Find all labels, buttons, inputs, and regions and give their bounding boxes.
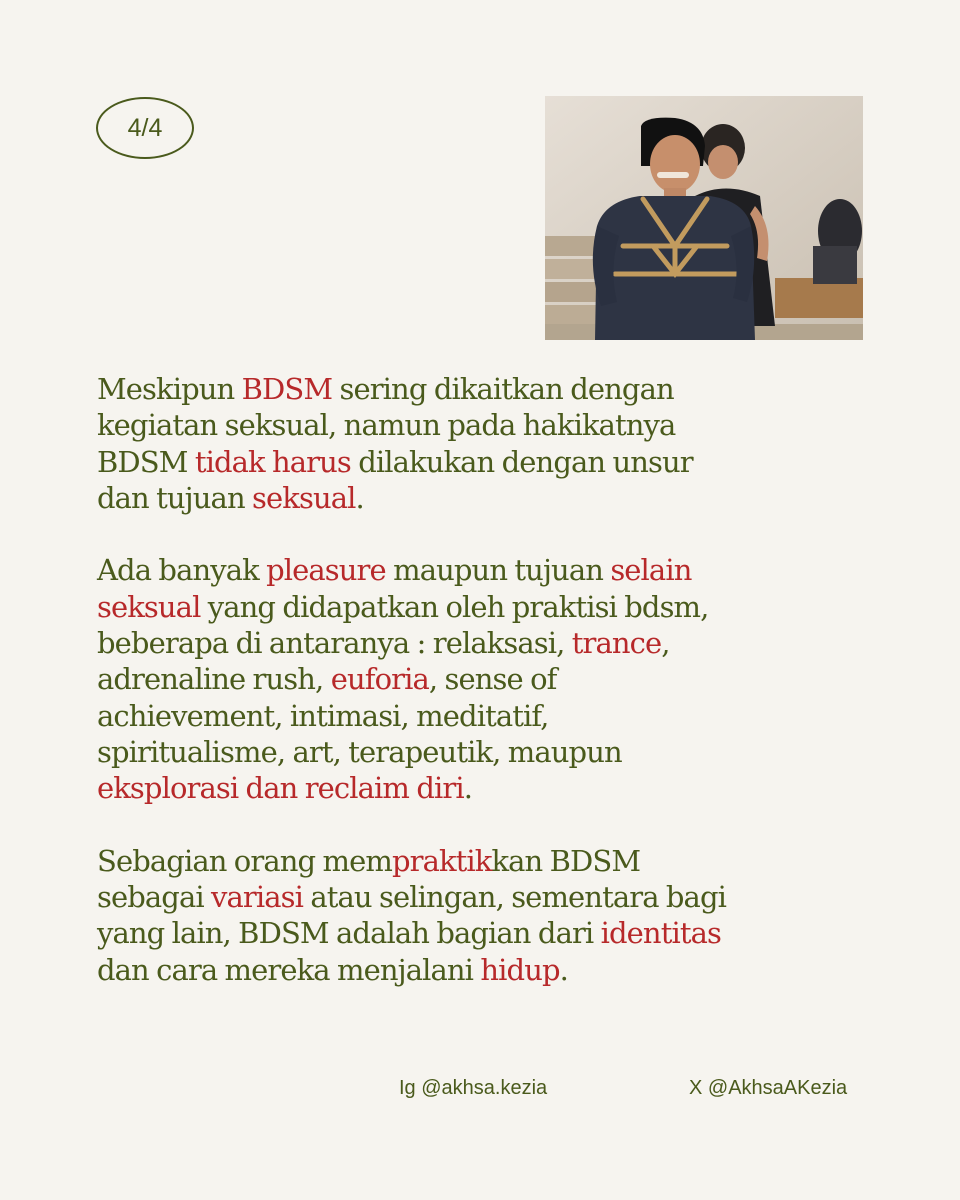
- text-segment: dan tujuan: [97, 480, 253, 515]
- text-segment: yang lain, BDSM adalah bagian dari: [97, 916, 601, 951]
- text-line: [97, 661, 797, 697]
- highlighted-text: praktik: [391, 843, 492, 878]
- highlighted-text: seksual: [97, 589, 201, 624]
- text-line: [97, 589, 797, 625]
- text-segment: yang didapatkan oleh praktisi bdsm,: [200, 589, 709, 624]
- text-line: [97, 952, 797, 988]
- photo: [545, 96, 863, 340]
- text-line: [97, 843, 797, 879]
- text-segment: dilakukan dengan unsur: [350, 444, 693, 479]
- text-segment: Sebagian orang mem: [97, 843, 392, 878]
- text-segment: spiritualisme, art, terapeutik, maupun: [97, 734, 622, 769]
- text-line: [97, 915, 797, 951]
- text-segment: dan cara mereka menjalani: [97, 952, 481, 987]
- text-segment: .: [559, 952, 568, 987]
- body-text: [97, 371, 797, 1024]
- text-segment: beberapa di antaranya : relaksasi,: [97, 626, 572, 661]
- text-line: [97, 625, 797, 661]
- highlighted-text: euforia: [330, 662, 429, 697]
- text-line: [97, 879, 797, 915]
- text-segment: adrenaline rush,: [97, 662, 331, 697]
- text-line: [97, 770, 797, 806]
- paragraph-1: [97, 371, 797, 516]
- x-handle: X @AkhsaAKezia: [689, 1077, 848, 1099]
- photo-illustration: [545, 96, 863, 340]
- text-segment: ,: [661, 626, 670, 661]
- highlighted-text: variasi: [211, 880, 304, 915]
- text-segment: .: [355, 480, 364, 515]
- highlighted-text: pleasure: [266, 553, 386, 588]
- highlighted-text: eksplorasi dan reclaim diri: [97, 771, 464, 806]
- text-line: [97, 552, 797, 588]
- text-line: [97, 444, 797, 480]
- highlighted-text: trance: [571, 626, 662, 661]
- text-segment: sering dikaitkan dengan: [332, 372, 674, 406]
- text-segment: Meskipun: [97, 372, 242, 406]
- highlighted-text: selain: [610, 553, 692, 588]
- text-segment: kegiatan seksual, namun pada hakikatnya: [97, 408, 676, 443]
- paragraph-3: [97, 843, 797, 988]
- text-line: [97, 698, 797, 734]
- text-line: [97, 407, 797, 443]
- text-segment: BDSM: [97, 444, 195, 479]
- text-segment: sebagai: [97, 880, 212, 915]
- text-line: [97, 734, 797, 770]
- highlighted-text: hidup: [480, 952, 560, 987]
- text-line: [97, 480, 797, 516]
- text-segment: achievement, intimasi, meditatif,: [97, 698, 549, 733]
- highlighted-text: identitas: [600, 916, 721, 951]
- text-segment: Ada banyak: [97, 553, 267, 588]
- page-indicator-badge: 4/4: [96, 97, 194, 159]
- text-segment: maupun tujuan: [385, 553, 611, 588]
- highlighted-text: BDSM: [241, 372, 333, 406]
- text-segment: , sense of: [428, 662, 557, 697]
- highlighted-text: seksual: [252, 480, 356, 515]
- paragraph-2: [97, 552, 797, 806]
- text-line: [97, 371, 797, 407]
- instagram-handle: Ig @akhsa.kezia: [399, 1077, 548, 1099]
- highlighted-text: tidak harus: [194, 444, 351, 479]
- text-segment: .: [463, 771, 473, 806]
- text-segment: atau selingan, sementara bagi: [303, 880, 726, 915]
- text-segment: kan BDSM: [491, 843, 641, 878]
